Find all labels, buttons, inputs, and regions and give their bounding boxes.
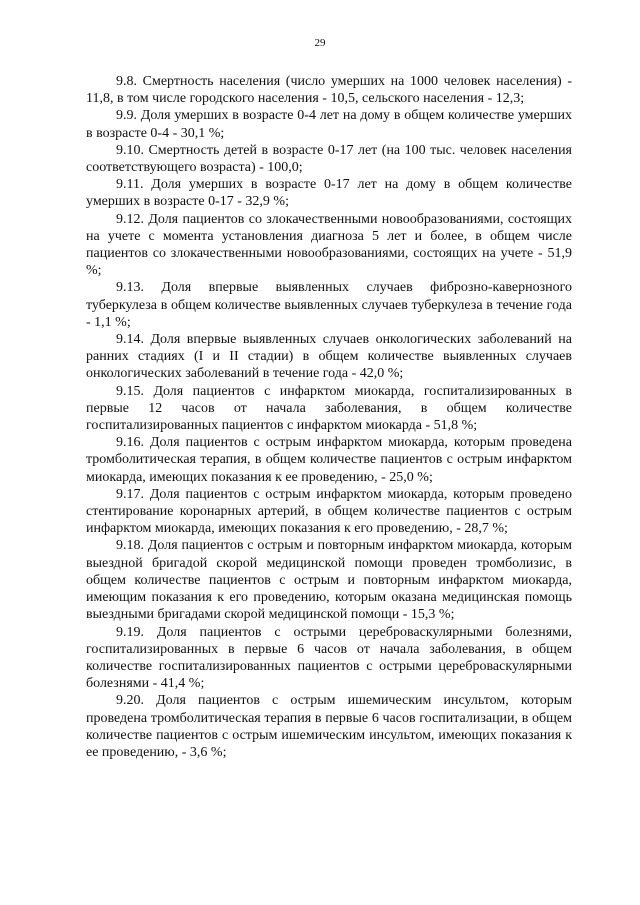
paragraph-9-16: 9.16. Доля пациентов с острым инфарктом миокарда, которым проведена тромболитическая терапия, в общем количестве пациентов с острым инфарктом миокарда, имеющих показания к ее проведению, - 25,0 %; <box>86 435 572 485</box>
paragraph-9-12: 9.12. Доля пациентов со злокачественными новообразованиями, состоящих на учете с момента установления диагноза 5 лет и более, в общем числе пациентов со злокачественными новообразованиями, состоящих на учете - 51,9 %; <box>86 211 572 279</box>
paragraph-9-17: 9.17. Доля пациентов с острым инфарктом миокарда, которым проведено стентирование коронарных артерий, в общем количестве пациентов с острым инфарктом миокарда, имеющих показания к его проведению, - 28,7 %; <box>86 486 572 537</box>
paragraph-9-11: 9.11. Доля умерших в возрасте 0-17 лет на дому в общем количестве умерших в возрасте 0-17 - 32,9 %; <box>86 177 572 210</box>
paragraph-9-9: 9.9. Доля умерших в возрасте 0-4 лет на дому в общем количестве умерших в возрасте 0-4 - 30,1 %; <box>86 108 572 141</box>
paragraph-9-18: 9.18. Доля пациентов с острым и повторным инфарктом миокарда, которым выездной бригадой скорой медицинской помощи проведен тромболизис, в общем количестве пациентов с острым и повторным инфарктом миокарда, имеющим показания к его проведению, которым оказана медицинская помощь выездными бригадами скорой медицинской помощи - 15,3 %; <box>86 538 572 623</box>
page-number: 29 <box>314 37 326 49</box>
document-body <box>86 73 572 761</box>
paragraph-9-10: 9.10. Смертность детей в возрасте 0-17 лет (на 100 тыс. человек населения соответствующего возраста) - 100,0; <box>86 142 572 176</box>
paragraph-9-19: 9.19. Доля пациентов с острыми цереброваскулярными болезнями, госпитализированных в первые 6 часов от начала заболевания, в общем количестве госпитализированных пациентов с острыми цереброваскулярными болезнями - 41,4 %; <box>86 624 572 692</box>
paragraph-9-13: 9.13. Доля впервые выявленных случаев фиброзно-кавернозного туберкулеза в общем количестве выявленных случаев туберкулеза в течение года - 1,1 %; <box>86 280 572 330</box>
paragraph-9-8: 9.8. Смертность населения (число умерших на 1000 человек населения) - 11,8, в том числе городского населения - 10,5, сельского населения - 12,3; <box>86 74 572 107</box>
paragraph-9-14: 9.14. Доля впервые выявленных случаев онкологических заболеваний на ранних стадиях (I и II стадии) в общем количестве выявленных случаев онкологических заболеваний в течение года - 42,0 %; <box>86 332 572 382</box>
paragraph-9-20: 9.20. Доля пациентов с острым ишемическим инсультом, которым проведена тромболитическая терапия в первые 6 часов госпитализации, в общем количестве пациентов с острым ишемическим инсультом, имеющих показания к ее проведению, - 3,6 %; <box>86 693 572 760</box>
paragraph-9-15: 9.15. Доля пациентов с инфарктом миокарда, госпитализированных в первые 12 часов от начала заболевания, в общем количестве госпитализированных пациентов с инфарктом миокарда - 51,8 %; <box>86 383 572 434</box>
